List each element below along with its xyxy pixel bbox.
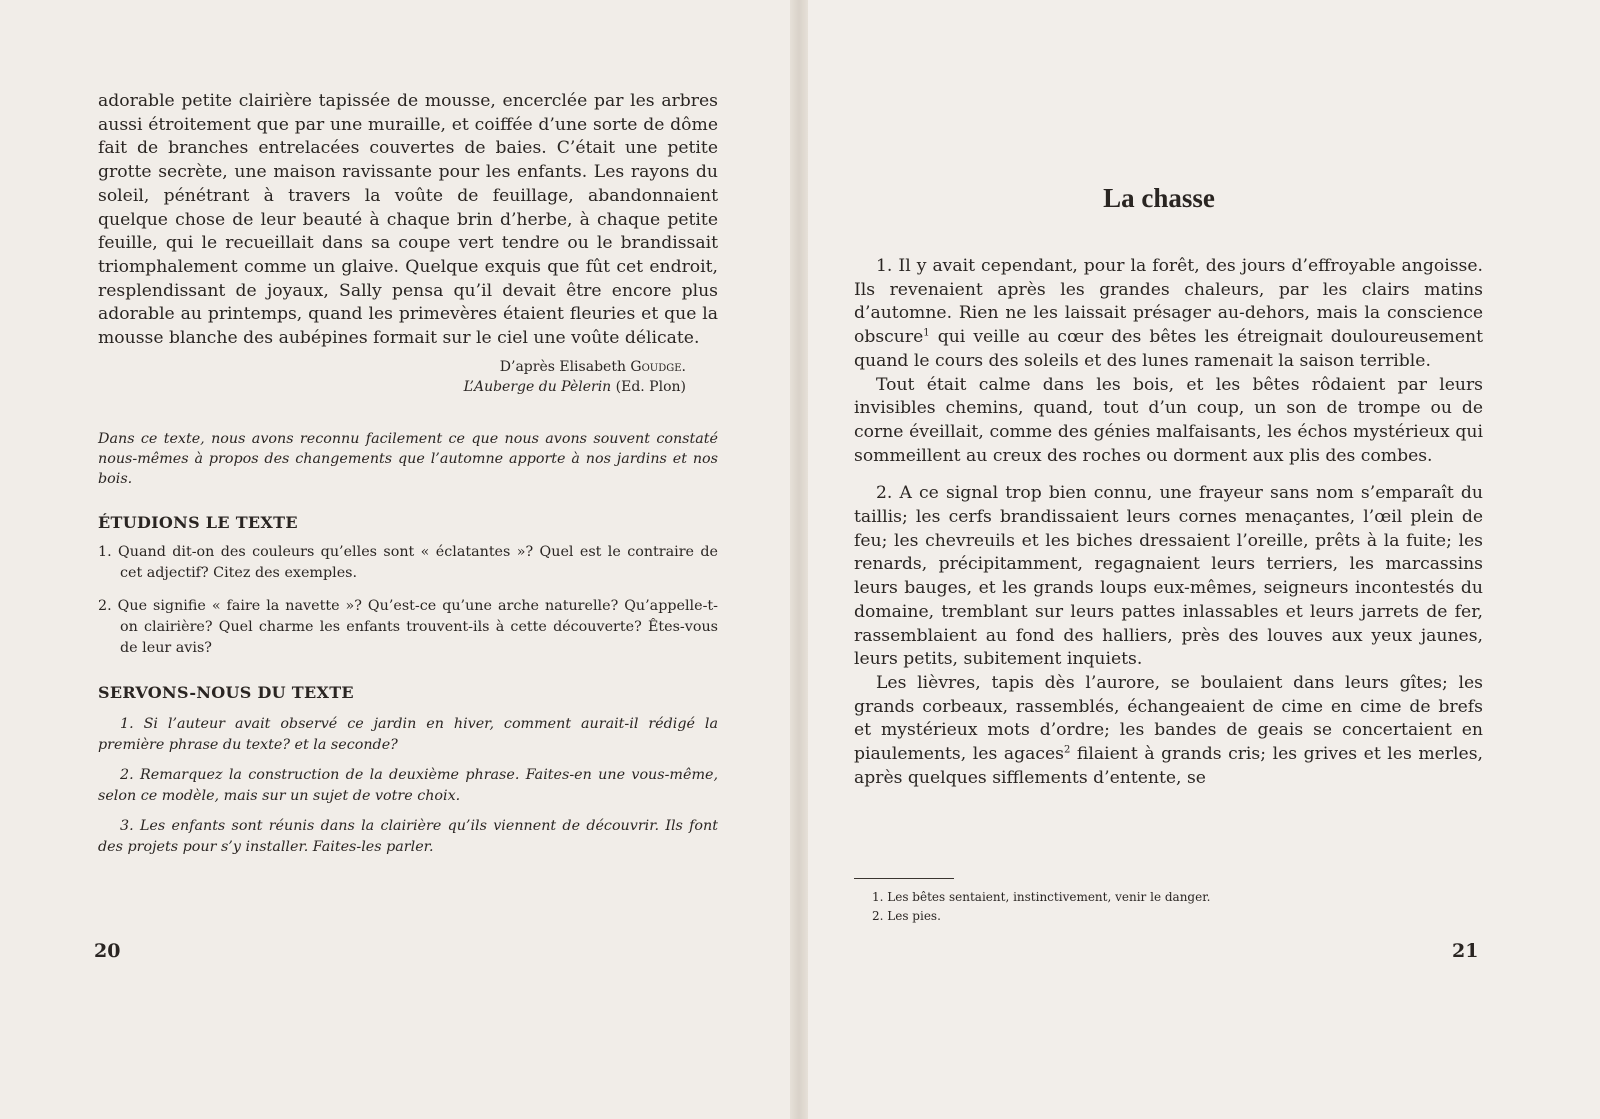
right-text-column — [854, 255, 1483, 790]
question-number: 2. — [98, 598, 112, 615]
page-number-left: 20 — [94, 940, 121, 962]
exercise-text: Remarquez la construction de la deuxième phrase. Faites-en une vous-même, selon ce modèle, mais sur un sujet de votre choix. — [98, 767, 719, 805]
study-question — [98, 596, 718, 659]
question-number: 1. — [98, 544, 112, 561]
footnotes — [872, 888, 1210, 926]
section-title-use: SERVONS-NOUS DU TEXTE — [98, 683, 354, 703]
paragraph-1-end: qui veille au cœur des bêtes les étreignait douloureusement quand le cours des soleils et des lunes ramenait la saison terrible. — [854, 327, 1483, 371]
attribution-publisher: (Ed. Plon) — [615, 378, 686, 395]
exercise — [98, 765, 718, 807]
paragraph-4-start: Les lièvres, tapis dès l’aurore, se boulaient dans leurs gîtes; les grands corbeaux, rassemblés, échangeaient de cime en cime de brefs et mystérieux mots d’ordre; les bandes de geais se concertaient en piaulements, les agaces — [854, 672, 1483, 765]
exercise-text: Si l’auteur avait observé ce jardin en hiver, comment aurait-il rédigé la première phrase du texte? et la seconde? — [98, 716, 718, 754]
exercise-text: Les enfants sont réunis dans la clairière qu’ils viennent de découvrir. Ils font des projets pour s’y installer. Faites-les parler. — [98, 818, 718, 856]
left-page — [0, 0, 790, 1119]
exercise-number: 2. — [120, 767, 134, 784]
attribution-work: L’Auberge du Pèlerin — [463, 378, 612, 395]
attribution-source — [98, 377, 718, 397]
exercise-number: 1. — [120, 716, 134, 733]
footnote-divider — [854, 878, 954, 879]
paragraph-1 — [854, 255, 1483, 374]
study-question — [98, 542, 718, 584]
paragraph-2: Tout était calme dans les bois, et les bêtes rôdaient par leurs invisibles chemins, quand, tout d’un coup, un son de trompe ou de corne éveillait, comme des génies malfaisants, les échos mystérieux qui sommeillent au creux des roches ou dorment aux plis des combes. — [854, 374, 1483, 466]
footnote-2: 2. Les pies. — [872, 909, 941, 923]
paragraph-4 — [854, 672, 1483, 791]
attribution-line — [98, 357, 718, 377]
left-text-column — [98, 90, 718, 858]
right-page — [808, 0, 1600, 1119]
attribution-prefix: D’après Elisabeth — [499, 358, 626, 375]
story-paragraph: adorable petite clairière tapissée de mousse, encerclée par les arbres aussi étroitement que par une muraille, et coiffée d’une sorte de dôme fait de branches entrelacées couvertes de baies. C’était une petite grotte secrète, une maison ravissante pour les enfants. Les rayons du soleil, pénétrant à travers la voûte de feuillage, abandonnaient quelque chose de leur beauté à chaque brin d’herbe, à chaque petite feuille, qui le recueillait dans sa coupe vert tendre ou le brandissait triomphalement comme un glaive. Quelque exquis que fût cet endroit, resplendissant de joyaux, Sally pensa qu’il devait être encore plus adorable au printemps, quand les primevères étaient fleuries et que la mousse blanche des aubépines formait sur le ciel une voûte délicate. — [98, 91, 718, 349]
question-text: Quand dit-on des couleurs qu’elles sont « éclatantes »? Quel est le contraire de cet adjectif? Citez des exemples. — [118, 544, 718, 582]
footnote-1: 1. Les bêtes sentaient, instinctivement, venir le danger. — [872, 890, 1211, 904]
attribution-author: Goudge. — [630, 358, 686, 375]
section-title-study: ÉTUDIONS LE TEXTE — [98, 512, 298, 532]
exercise — [98, 816, 718, 858]
footnote-ref-1: 1 — [923, 327, 930, 339]
chapter-title: La chasse — [1103, 183, 1215, 213]
exercise-number: 3. — [120, 818, 134, 835]
page-number-right: 21 — [1452, 940, 1479, 962]
paragraph-4-end: filaient à grands cris; les grives et les merles, après quelques sifflements d’entente, se — [854, 744, 1483, 788]
exercise — [98, 714, 718, 756]
paragraph-1-start: 1. Il y avait cependant, pour la forêt, des jours d’effroyable angoisse. Ils revenaient après les grandes chaleurs, par les clairs matins d’automne. Rien ne les laissait présager au-dehors, mais la conscience obscure — [854, 256, 1483, 348]
footnote-ref-2: 2 — [1063, 744, 1071, 756]
paragraph-3: 2. A ce signal trop bien connu, une frayeur sans nom s’emparaît du taillis; les cerfs brandissaient leurs cornes menaçantes, l’œil plein de feu; les chevreuils et les biches dressaient l’oreille, prêts à la fuite; les renards, précipitamment, regagnaient leurs terriers, les marcassins leurs bauges, et les grands loups eux-mêmes, seigneurs incontestés du domaine, tremblant sur leurs pattes inlassables et leurs jarrets de fer, rassemblaient au fond des halliers, près des louves aux yeux jaunes, leurs petits, subitement inquiets. — [854, 483, 1483, 670]
question-text: Que signifie « faire la navette »? Qu’est-ce qu’une arche naturelle? Qu’appelle-t-on clairière? Quel charme les enfants trouvent-ils à cette découverte? Êtes-vous de leur avis? — [117, 598, 718, 657]
book-gutter — [790, 0, 808, 1119]
intro-note: Dans ce texte, nous avons reconnu facilement ce que nous avons souvent constaté nous-mêmes à propos des changements que l’automne apporte à nos jardins et nos bois. — [98, 430, 718, 487]
